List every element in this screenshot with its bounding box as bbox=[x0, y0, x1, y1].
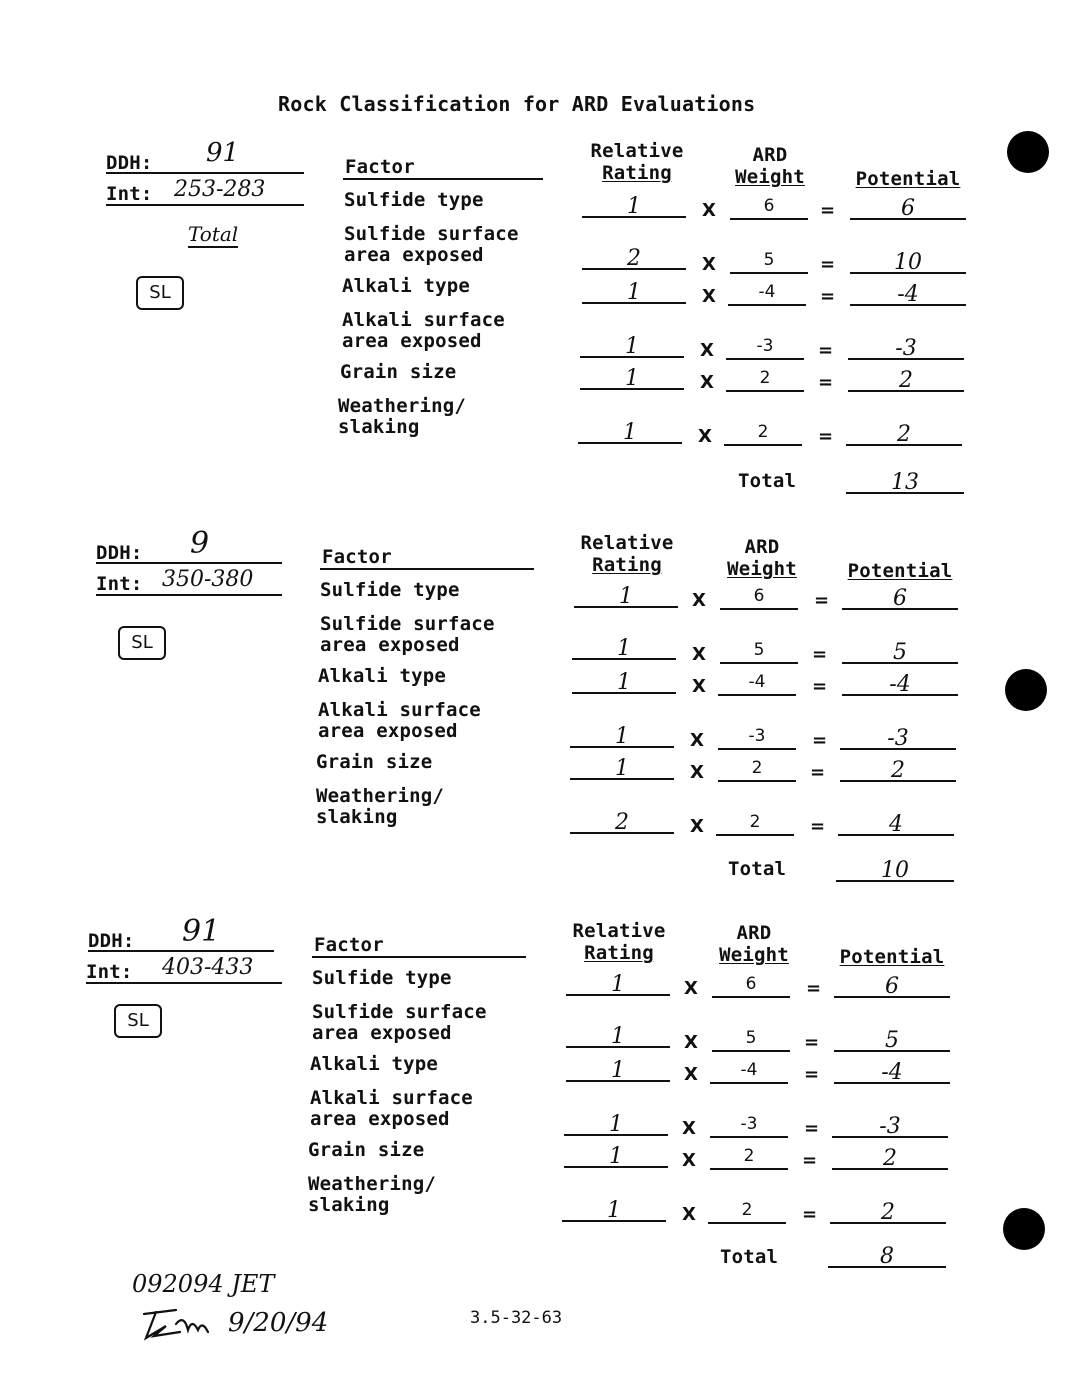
rating-text: Rating bbox=[602, 162, 672, 184]
factor-weathering bbox=[316, 786, 444, 828]
factor-sulfide-surface bbox=[344, 224, 519, 266]
factor-line: slaking bbox=[316, 806, 398, 828]
rating-cell: 1 bbox=[564, 1112, 668, 1136]
signature-scribble bbox=[136, 1304, 216, 1344]
equals-sign: = bbox=[802, 1204, 818, 1225]
potential-cell: -4 bbox=[850, 282, 966, 306]
potential-header bbox=[846, 168, 970, 190]
times-sign: X bbox=[690, 816, 704, 837]
factor-alkali-surface bbox=[310, 1088, 473, 1130]
relative-text: Relative bbox=[572, 920, 666, 942]
int-value: 403-433 bbox=[162, 955, 254, 980]
weight-text: Weight bbox=[735, 166, 805, 188]
equals-sign: = bbox=[820, 200, 836, 221]
factor-grain-size: Grain size bbox=[316, 751, 433, 773]
factor-line: Alkali surface bbox=[342, 309, 505, 331]
rating-cell: 2 bbox=[570, 810, 674, 834]
times-sign: X bbox=[682, 1118, 696, 1139]
ddh-label: DDH: bbox=[96, 542, 143, 564]
potential-cell: 4 bbox=[838, 812, 954, 836]
potential-text: Potential bbox=[855, 168, 961, 190]
total-label: Total bbox=[728, 858, 787, 880]
equals-sign: = bbox=[814, 590, 830, 611]
weight-cell: -4 bbox=[710, 1060, 788, 1084]
factor-sulfide-surface bbox=[320, 614, 495, 656]
weight-cell: 5 bbox=[720, 640, 798, 664]
potential-cell: -3 bbox=[848, 336, 964, 360]
weight-cell: -4 bbox=[728, 282, 806, 306]
document-code: 3.5-32-63 bbox=[470, 1308, 563, 1328]
equals-sign: = bbox=[818, 426, 834, 447]
potential-cell: -3 bbox=[832, 1114, 948, 1138]
factor-line: area exposed bbox=[344, 244, 484, 266]
potential-cell: 2 bbox=[830, 1200, 946, 1224]
relative-rating-header bbox=[560, 920, 678, 964]
document-title: Rock Classification for ARD Evaluations bbox=[278, 92, 756, 116]
factor-weathering bbox=[338, 396, 466, 438]
potential-cell: 2 bbox=[840, 758, 956, 782]
ard-weight-header bbox=[708, 922, 800, 966]
ard-text: ARD bbox=[752, 144, 788, 166]
times-sign: X bbox=[702, 286, 716, 307]
times-sign: X bbox=[702, 254, 716, 275]
times-sign: X bbox=[684, 978, 698, 999]
factor-header-rule bbox=[320, 568, 534, 570]
total-label: Total bbox=[738, 470, 797, 492]
potential-cell: -4 bbox=[842, 672, 958, 696]
int-underline bbox=[86, 982, 282, 984]
relative-rating-header bbox=[578, 140, 696, 184]
rating-cell: 1 bbox=[566, 972, 670, 996]
sl-code-box: SL bbox=[118, 626, 166, 660]
potential-cell: 5 bbox=[834, 1028, 950, 1052]
times-sign: X bbox=[698, 426, 712, 447]
rating-cell: 2 bbox=[582, 246, 686, 270]
weight-cell: 2 bbox=[716, 812, 794, 836]
equals-sign: = bbox=[804, 1064, 820, 1085]
int-label: Int: bbox=[96, 573, 143, 595]
equals-sign: = bbox=[804, 1032, 820, 1053]
rating-text: Rating bbox=[584, 942, 654, 964]
factor-line: area exposed bbox=[320, 634, 460, 656]
factor-line: slaking bbox=[308, 1194, 390, 1216]
weight-cell: -4 bbox=[718, 672, 796, 696]
total-value: 13 bbox=[846, 470, 964, 494]
total-label: Total bbox=[720, 1246, 779, 1268]
potential-cell: 5 bbox=[842, 640, 958, 664]
weight-cell: 6 bbox=[720, 586, 798, 610]
potential-cell: -3 bbox=[840, 726, 956, 750]
rating-cell: 1 bbox=[570, 724, 674, 748]
factor-sulfide-type: Sulfide type bbox=[344, 189, 484, 211]
weight-cell: 2 bbox=[726, 368, 804, 392]
weight-cell: 2 bbox=[724, 422, 802, 446]
factor-line: Alkali surface bbox=[310, 1087, 473, 1109]
rating-cell: 1 bbox=[570, 756, 674, 780]
potential-cell: 10 bbox=[850, 250, 966, 274]
times-sign: X bbox=[682, 1150, 696, 1171]
ddh-value: 9 bbox=[190, 526, 210, 561]
factor-alkali-surface bbox=[342, 310, 505, 352]
times-sign: X bbox=[682, 1204, 696, 1225]
rating-cell: 1 bbox=[574, 584, 678, 608]
equals-sign: = bbox=[812, 730, 828, 751]
factor-line: Weathering/ bbox=[316, 785, 445, 807]
int-value: 253-283 bbox=[174, 177, 266, 202]
equals-sign: = bbox=[806, 978, 822, 999]
equals-sign: = bbox=[820, 286, 836, 307]
section-3 bbox=[0, 914, 1068, 1298]
potential-cell: 2 bbox=[846, 422, 962, 446]
potential-cell: 2 bbox=[848, 368, 964, 392]
factor-sulfide-type: Sulfide type bbox=[320, 579, 460, 601]
factor-sulfide-surface bbox=[312, 1002, 487, 1044]
total-value: 8 bbox=[828, 1244, 946, 1268]
rating-cell: 1 bbox=[572, 670, 676, 694]
relative-text: Relative bbox=[580, 532, 674, 554]
weight-cell: -3 bbox=[710, 1114, 788, 1138]
factor-line: area exposed bbox=[310, 1108, 450, 1130]
rating-cell: 1 bbox=[566, 1024, 670, 1048]
ddh-underline bbox=[106, 172, 304, 174]
potential-text: Potential bbox=[839, 946, 945, 968]
factor-grain-size: Grain size bbox=[308, 1139, 425, 1161]
equals-sign: = bbox=[802, 1150, 818, 1171]
factor-header: Factor bbox=[345, 156, 415, 178]
times-sign: X bbox=[690, 730, 704, 751]
ddh-underline bbox=[96, 562, 282, 564]
ddh-underline bbox=[88, 950, 274, 952]
times-sign: X bbox=[692, 644, 706, 665]
equals-sign: = bbox=[820, 254, 836, 275]
factor-line: Alkali surface bbox=[318, 699, 481, 721]
potential-cell: -4 bbox=[834, 1060, 950, 1084]
factor-line: Sulfide surface bbox=[312, 1001, 487, 1023]
factor-header: Factor bbox=[322, 546, 392, 568]
weight-text: Weight bbox=[719, 944, 789, 966]
equals-sign: = bbox=[818, 372, 834, 393]
weight-cell: 2 bbox=[718, 758, 796, 782]
factor-alkali-type: Alkali type bbox=[310, 1053, 439, 1075]
weight-text: Weight bbox=[727, 558, 797, 580]
rating-cell: 1 bbox=[564, 1144, 668, 1168]
rating-cell: 1 bbox=[582, 280, 686, 304]
int-value: 350-380 bbox=[162, 567, 254, 592]
factor-sulfide-type: Sulfide type bbox=[312, 967, 452, 989]
equals-sign: = bbox=[810, 816, 826, 837]
rating-cell: 1 bbox=[580, 334, 684, 358]
rating-text: Rating bbox=[592, 554, 662, 576]
ddh-value: 91 bbox=[206, 138, 240, 168]
potential-header bbox=[830, 946, 954, 968]
factor-line: slaking bbox=[338, 416, 420, 438]
weight-cell: 6 bbox=[730, 196, 808, 220]
weight-cell: 2 bbox=[710, 1146, 788, 1170]
relative-rating-header bbox=[568, 532, 686, 576]
factor-line: area exposed bbox=[342, 330, 482, 352]
factor-alkali-surface bbox=[318, 700, 481, 742]
factor-header: Factor bbox=[314, 934, 384, 956]
section-2 bbox=[0, 526, 1068, 910]
factor-weathering bbox=[308, 1174, 436, 1216]
weight-cell: 2 bbox=[708, 1200, 786, 1224]
factor-alkali-type: Alkali type bbox=[342, 275, 471, 297]
equals-sign: = bbox=[818, 340, 834, 361]
potential-cell: 2 bbox=[832, 1146, 948, 1170]
ddh-label: DDH: bbox=[106, 152, 153, 174]
equals-sign: = bbox=[812, 676, 828, 697]
times-sign: X bbox=[684, 1032, 698, 1053]
equals-sign: = bbox=[810, 762, 826, 783]
times-sign: X bbox=[700, 372, 714, 393]
rating-cell: 1 bbox=[562, 1198, 666, 1222]
handwritten-note: Total bbox=[188, 222, 239, 246]
times-sign: X bbox=[692, 590, 706, 611]
potential-cell: 6 bbox=[842, 586, 958, 610]
handwritten-signature-date: 9/20/94 bbox=[228, 1308, 329, 1338]
equals-sign: = bbox=[812, 644, 828, 665]
factor-line: Weathering/ bbox=[308, 1173, 437, 1195]
factor-grain-size: Grain size bbox=[340, 361, 457, 383]
int-underline bbox=[106, 204, 304, 206]
weight-cell: -3 bbox=[726, 336, 804, 360]
relative-text: Relative bbox=[590, 140, 684, 162]
times-sign: X bbox=[700, 340, 714, 361]
times-sign: X bbox=[692, 676, 706, 697]
ard-weight-header bbox=[724, 144, 816, 188]
weight-cell: 5 bbox=[730, 250, 808, 274]
potential-text: Potential bbox=[847, 560, 953, 582]
factor-line: Weathering/ bbox=[338, 395, 467, 417]
ard-weight-header bbox=[716, 536, 808, 580]
factor-line: Sulfide surface bbox=[344, 223, 519, 245]
handwritten-date-initials: 092094 JET bbox=[132, 1270, 275, 1298]
total-value: 10 bbox=[836, 858, 954, 882]
weight-cell: -3 bbox=[718, 726, 796, 750]
ddh-label: DDH: bbox=[88, 930, 135, 952]
equals-sign: = bbox=[804, 1118, 820, 1139]
potential-header bbox=[838, 560, 962, 582]
factor-alkali-type: Alkali type bbox=[318, 665, 447, 687]
rating-cell: 1 bbox=[580, 366, 684, 390]
rating-cell: 1 bbox=[578, 420, 682, 444]
ddh-value: 91 bbox=[182, 914, 221, 949]
ard-text: ARD bbox=[736, 922, 772, 944]
weight-cell: 5 bbox=[712, 1028, 790, 1052]
int-label: Int: bbox=[86, 961, 133, 983]
rating-cell: 1 bbox=[572, 636, 676, 660]
factor-line: area exposed bbox=[318, 720, 458, 742]
potential-cell: 6 bbox=[834, 974, 950, 998]
factor-line: area exposed bbox=[312, 1022, 452, 1044]
sl-code-box: SL bbox=[136, 276, 184, 310]
factor-line: Sulfide surface bbox=[320, 613, 495, 635]
times-sign: X bbox=[690, 762, 704, 783]
int-label: Int: bbox=[106, 183, 153, 205]
times-sign: X bbox=[684, 1064, 698, 1085]
ard-text: ARD bbox=[744, 536, 780, 558]
section-1 bbox=[0, 140, 1068, 520]
times-sign: X bbox=[702, 200, 716, 221]
int-underline bbox=[96, 594, 282, 596]
rating-cell: 1 bbox=[582, 194, 686, 218]
potential-cell: 6 bbox=[850, 196, 966, 220]
sl-code-box: SL bbox=[114, 1004, 162, 1038]
factor-header-rule bbox=[343, 178, 543, 180]
rating-cell: 1 bbox=[566, 1058, 670, 1082]
factor-header-rule bbox=[312, 956, 526, 958]
weight-cell: 6 bbox=[712, 974, 790, 998]
